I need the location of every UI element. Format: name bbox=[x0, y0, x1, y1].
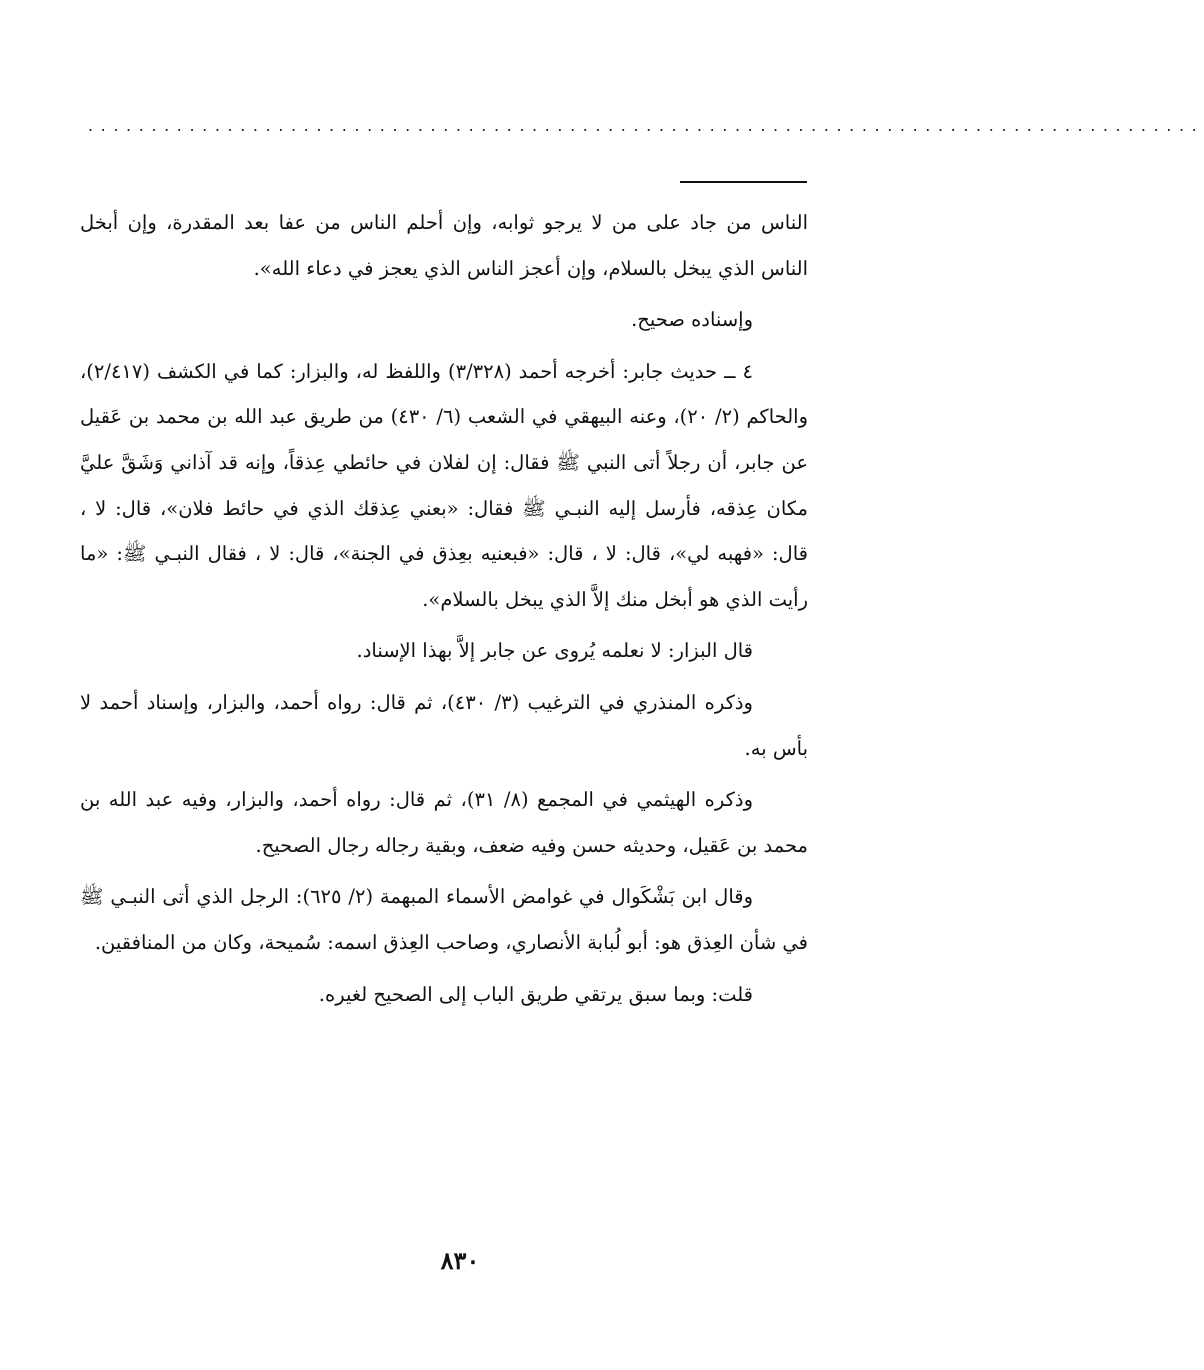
paragraph-haythami: وذكره الهيثمي في المجمع (٨/ ٣١)، ثم قال: رواه أحمد، والبزار، وفيه عبد الله بن محمد بن عَقيل، وحديثه حسن وفيه ضعف، وبقية رجاله رجال الصحيح. bbox=[80, 788, 808, 857]
page-number: ٨٣٠ bbox=[440, 1246, 480, 1275]
paragraph-bazzar: قال البزار: لا نعلمه يُروى عن جابر إلاَّ بهذا الإسناد. bbox=[356, 639, 753, 663]
paragraph-hadith-jabir: ٤ ــ حديث جابر: أخرجه أحمد (٣/٣٢٨) واللفظ له، والبزار: كما في الكشف (٢/٤١٧)، والحاكم (٢/ ٢٠)، وعنه البيهقي في الشعب (٦/ ٤٣٠) من طريق عبد الله بن محمد بن عَقيل عن جابر، أن رجلاً أتى النبي ﷺ فقال: إن لفلان في حائطي عِذقاً، وإنه قد آذاني وَشَقَّ عليَّ مكان عِذقه، فأرسل إليه النبـي ﷺ فقال: «بعني عِذقك الذي في حائط فلان»، قال: لا ، قال: «فهبه لي»، قال: لا ، قال: «فبعنيه بعِذق في الجنة»، قال: لا ، فقال النبـي ﷺ: «ما رأيت الذي هو أبخل منك إلاَّ الذي يبخل بالسلام». bbox=[80, 359, 809, 611]
paragraph-isnad: وإسناده صحيح. bbox=[631, 308, 753, 332]
footnote-rule bbox=[680, 181, 807, 183]
main-text bbox=[80, 200, 808, 1023]
paragraph-mundhiri: وذكره المنذري في الترغيب (٣/ ٤٣٠)، ثم قال: رواه أحمد، والبزار، وإسناد أحمد لا بأس به. bbox=[80, 690, 808, 760]
paragraph-conclusion: قلت: وبما سبق يرتقي طريق الباب إلى الصحيح لغيره. bbox=[318, 982, 753, 1006]
paragraph-continuation: الناس من جاد على من لا يرجو ثوابه، وإن أحلم الناس من عفا بعد المقدرة، وإن أبخل الناس الذي يبخل بالسلام، وإن أعجز الناس الذي يعجز في دعاء الله». bbox=[80, 211, 808, 280]
paragraph-bashkuwal: وقال ابن بَشْكَوال في غوامض الأسماء المبهمة (٢/ ٦٢٥): الرجل الذي أتى النبـي ﷺ في شأن العِذق هو: أبو لُبابة الأنصاري، وصاحب العِذق اسمه: سُميحة، وكان من المنافقين. bbox=[80, 885, 808, 954]
dotted-separator: ........................................................................................ bbox=[88, 116, 1204, 135]
